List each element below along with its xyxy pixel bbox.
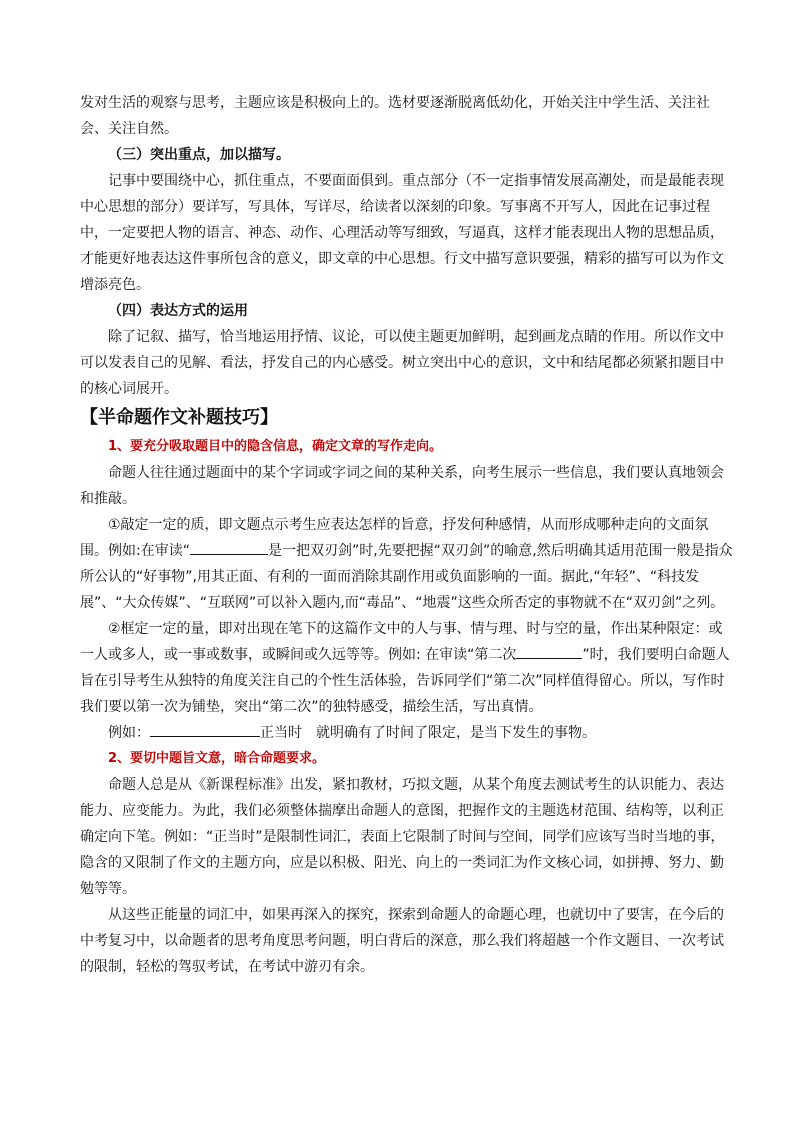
paragraph-hidden-info-text: 命题人往往通过题面中的某个字词或字词之间的某种关系，向考生展示一些信息，我们要认真地领会和推敲。 (80, 465, 724, 507)
section-heading: 【半命题作文补题技巧】 (80, 407, 278, 428)
quantity-text-a: ②框定一定的量，即对出现在笔下的这篇作文中的人与事、情与理、时与空的量，作出某种限定：或一人或多人，或一事或数事，或瞬间或久远等等。例如: 在审读“第二次 (80, 621, 723, 663)
quantity-text-b: ”时，我们要明白命题人旨在引导考生从独特的角度关注自己的个性生活体验，告诉同学们“第二次”同样值得留心。所以，写作时我们要以第一次为铺垫，突出“第二次”的独特感受，描绘生活，写出真情。 (80, 647, 730, 715)
subheading-four: （四）表达方式的运用 (108, 303, 248, 319)
document-page (80, 90, 736, 980)
example-text: 就明确有了时间了限定，是当下发生的事物。 (316, 725, 596, 741)
paragraph-highlight-focus: 记事中要围绕中心，抓住重点，不要面面俱到。重点部分（不一定指事情发展高潮处，而是最能表现中心思想的部分）要详写，写具体，写详尽，给读者以深刻的印象。写事离不开写人，因此在记事过程中，一定要把人物的语言、神态、动作、心理活动等写细致，写逼真，这样才能表现出人物的思想品质，才能更好地表达这件事所包含的意义，即文章的中心思想。行文中描写意识要强，精彩的描写可以为作文增添亮色。 (80, 173, 724, 293)
fill-in-blank (190, 538, 268, 555)
paragraph-example (80, 720, 736, 746)
paragraph-quality (80, 512, 736, 616)
tip-one-heading: 1、要充分吸取题目中的隐含信息，确定文章的写作走向。 (108, 439, 443, 454)
paragraph-hidden-info (80, 460, 736, 512)
example-label: 例如： (108, 725, 150, 741)
paragraph-conclusion: 从这些正能量的词汇中，如果再深入的探究，探索到命题人的命题心理，也就切中了要害，在今后的中考复习中，以命题者的思考角度思考问题，明白背后的深意，那么我们将超越一个作文题目、一次考试的限制，轻松的驾驭考试，在考试中游刃有余。 (80, 907, 724, 975)
example-term: 正当时 (260, 725, 302, 741)
paragraph-expression-methods: 除了记叙、描写，恰当地运用抒情、议论，可以使主题更加鲜明，起到画龙点睛的作用。所以作文中可以发表自己的见解、看法，抒发自己的内心感受。树立突出中心的意识，文中和结尾都必须紧扣题目中的核心词展开。 (80, 329, 724, 397)
paragraph-quantity (80, 616, 736, 720)
fill-in-blank (516, 642, 582, 659)
paragraph-continuation: 发对生活的观察与思考，主题应该是积极向上的。选材要逐渐脱离低幼化，开始关注中学生活、关注社会、关注自然。 (80, 95, 710, 137)
tip-two-heading: 2、要切中题旨文意，暗合命题要求。 (108, 751, 326, 766)
quality-text-a: ①敲定一定的质，即文题点示考生应表达怎样的旨意，抒发何种感情，从而形成哪种走向的文面氛围。例如:在审读“ (80, 517, 709, 559)
paragraph-intent: 命题人总是从《新课程标准》出发，紧扣教材，巧拟文题，从某个角度去测试考生的认识能力、表达能力、应变能力。为此，我们必须整体揣摩出命题人的意图，把握作文的主题选材范围、结构等，以利正确定向下笔。例如：“正当时”是限制性词汇，表面上它限制了时间与空间，同学们应该写当时当地的事，隐含的又限制了作文的主题方向，应是以积极、阳光、向上的一类词汇为作文核心词，如拼搏、努力、勤勉等等。 (80, 777, 725, 897)
fill-in-blank (150, 720, 260, 737)
subheading-three: （三）突出重点，加以描写。 (108, 147, 290, 163)
quality-text-b: 是一把双刃剑”时,先要把握“双刃剑”的喻意,然后明确其适用范围一般是指众所公认的“好事物”,用其正面、有利的一面而消除其副作用或负面影响的一面。据此,“年轻”、“科技发展”、“大众传媒”、“互联网”可以补入题内,而“毒品”、“地震”这些众所否定的事物就不在“双刃剑”之列。 (80, 543, 733, 611)
